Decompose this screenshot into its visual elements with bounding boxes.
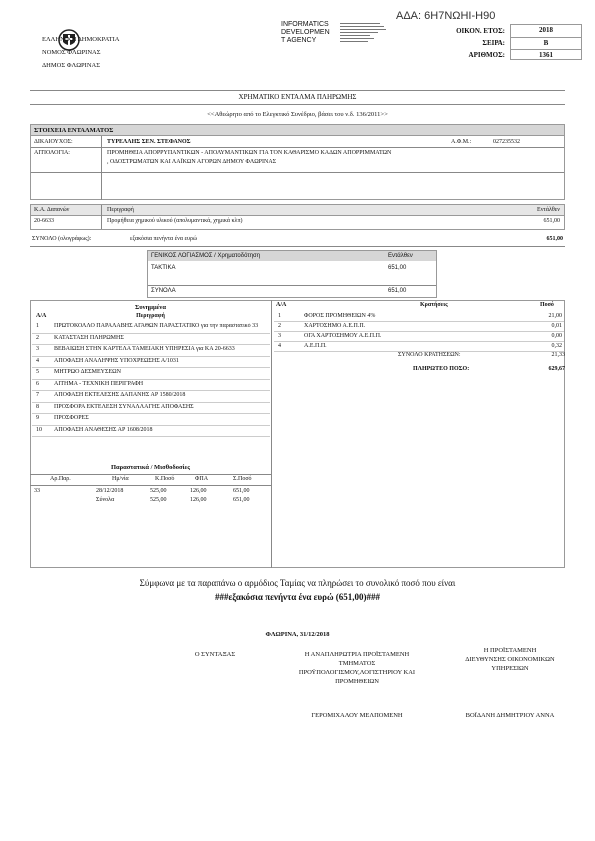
creditor-name: ΤΥΡΕΛΛΗΣ ΣΕΝ. ΣΤΕΦΑΝΟΣ <box>107 139 191 145</box>
payable-amount: 629,67 <box>548 366 565 372</box>
attachment-row <box>32 322 270 334</box>
attachment-index: 4 <box>36 357 39 364</box>
deduction-index: 2 <box>278 323 281 329</box>
agency-stamp-smallprint <box>340 21 390 44</box>
deduction-desc: ΦΟΡΟΣ ΠΡΟΜΗΘΕΙΩΝ 4% <box>304 313 376 319</box>
attachments-title: Συνημμένα <box>135 304 166 311</box>
attachment-row <box>32 414 270 426</box>
attachment-desc: ΜΗΤΡΩΟ ΔΕΣΜΕΥΣΕΩΝ <box>54 369 121 375</box>
afm-value: 027235532 <box>493 139 520 145</box>
attachment-desc: ΑΠΟΦΑΣΗ ΕΚΤΕΛΕΣΗΣ ΔΑΠΑΝΗΣ ΑΡ 1580/2018 <box>54 392 186 398</box>
creditor-label: ΔΙΚΑΙΟΥΧΟΣ: <box>34 139 73 145</box>
deduction-amount: 0,00 <box>551 333 562 339</box>
attachment-index: 3 <box>36 346 39 352</box>
vouchers-title: Παραστατικά / Μισθοδοσίες <box>110 464 191 471</box>
attachment-index: 2 <box>36 334 39 341</box>
signature-composer: Ο ΣΥΝΤΑΞΑΣ <box>194 651 236 658</box>
ledger-table: ΓΕΝΙΚΟΣ ΛΟΓΙΑΣΜΟΣ / Χρηματοδότηση Εντάλθεν ΤΑΚΤΙΚΑ 651,00 ΣΥΝΟΛΑ 651,00 <box>147 250 437 298</box>
meta-values <box>510 24 582 60</box>
conclusion-text: Σύμφωνα με τα παραπάνω ο αρμόδιος Ταμίας να πληρώσει το συνολικό ποσό που είναι <box>139 578 456 588</box>
deductions-total: 21,33 <box>551 352 565 358</box>
deduction-index: 4 <box>278 343 281 349</box>
meta-year: 2018 <box>511 25 581 38</box>
total-words: εξακόσια πενήντα ένα ευρώ <box>130 236 197 242</box>
attachments-list <box>32 322 270 437</box>
org-line-2: ΝΟΜΟΣ ΦΛΩΡΙΝΑΣ <box>42 49 101 56</box>
attachment-row <box>32 357 270 369</box>
page-title: ΧΡΗΜΑΤΙΚΟ ΕΝΤΑΛΜΑ ΠΛΗΡΩΜΗΣ <box>238 93 357 101</box>
place-date: ΦΛΩΡΙΝΑ, 31/12/2018 <box>265 631 330 638</box>
meta-labels: ΟΙΚΟΝ. ΕΤΟΣ: ΣΕΙΡΑ: ΑΡΙΘΜΟΣ: <box>456 27 505 59</box>
attachment-row <box>32 368 270 380</box>
ada-code: ΑΔΑ: 6Η7ΝΩΗΙ-Η90 <box>396 10 496 22</box>
attachment-desc: ΑΙΤΗΜΑ - ΤΕΧΝΙΚΗ ΠΕΡΙΓΡΑΦΗ <box>54 380 144 387</box>
expense-amount: 651,00 <box>543 218 560 224</box>
total-label: ΣΥΝΟΛΟ (ολογράφως): <box>32 236 92 242</box>
deduction-index: 3 <box>278 333 281 339</box>
org-block <box>42 33 119 72</box>
signature-name-3: ΒΟΪΔΑΝΗ ΔΗΜΗΤΡΙΟΥ ΑΝΝΑ <box>465 712 555 719</box>
section-header: ΣΤΟΙΧΕΙΑ ΕΝΤΑΛΜΑΤΟΣ <box>30 124 565 136</box>
attachment-row <box>32 426 270 438</box>
attachment-row <box>32 345 270 357</box>
attachment-index: 6 <box>36 380 39 387</box>
attachment-desc: ΚΑΤΑΣΤΑΣΗ ΠΛΗΡΩΜΗΣ <box>54 334 124 341</box>
attachment-index: 5 <box>36 369 39 375</box>
deduction-desc: Α.Ε.Π.Π. <box>304 343 327 349</box>
attachment-index: 9 <box>36 415 39 421</box>
deduction-row <box>274 342 564 352</box>
conclusion-amount: ###εξακόσια πενήντα ένα ευρώ (651,00)### <box>214 592 381 602</box>
org-line-1: ΕΛΛΗΝΙΚΗ ΔΗΜΟΚΡΑΤΙΑ <box>42 36 120 43</box>
deduction-desc: ΟΓΑ ΧΑΡΤΟΣΗΜΟΥ Α.Ε.Π.Π. <box>304 333 382 339</box>
deduction-amount: 0,01 <box>551 323 562 329</box>
deduction-row <box>274 312 564 322</box>
deduction-row <box>274 332 564 342</box>
page-subtitle: <<Αθεώρητο από το Ελεγκτικό Συνέδριο, βάσει του ν.δ. 136/2011>> <box>207 111 388 118</box>
signature-name-2: ΓΕΡΟΜΙΧΑΛΟΥ ΜΕΛΠΟΜΕΝΗ <box>311 712 403 719</box>
meta-series: Β <box>511 38 581 50</box>
afm-label: Α.Φ.Μ.: <box>451 139 472 145</box>
signature-deputy-head: Η ΑΝΑΠΛΗΡΩΤΡΙΑ ΠΡΟΪΣΤΑΜΕΝΗ ΤΜΗΜΑΤΟΣ ΠΡΟΫΠΟΛΟΓΙΣΜΟΥ,ΛΟΓΙΣΤΗΡΙΟΥ ΚΑΙ ΠΡΟΜΗΘΕΙΩΝ <box>298 651 416 685</box>
expense-code: 20-6633 <box>34 218 54 224</box>
expense-table: Κ.Α. Δαπανών Περιγραφή Εντάλθεν 20-6633 Προμήθεια χημικού υλικού (απολυμαντικά, χημικά κλπ) 651,00 <box>30 204 565 230</box>
attachment-desc: ΠΡΟΣΦΟΡΑ ΕΚΤΕΛΕΣΗ ΣΥΝΑΛΛΑΓΗΣ ΑΠΟΦΑΣΗΣ <box>54 403 194 410</box>
attachment-desc: ΑΠΟΦΑΣΗ ΑΝΑΘΕΣΗΣ ΑΡ 1608/2018 <box>54 426 153 433</box>
attachment-row <box>32 380 270 392</box>
meta-number: 1361 <box>539 51 553 59</box>
creditor-block <box>30 136 565 200</box>
payable-label: ΠΛΗΡΩΤΕΟ ΠΟΣΟ: <box>413 366 470 372</box>
deduction-desc: ΧΑΡΤΟΣΗΜΟ Α.Ε.Π.Π. <box>304 323 366 329</box>
attachment-row <box>32 403 270 415</box>
attachment-row <box>32 391 270 403</box>
attachment-desc: ΑΠΟΦΑΣΗ ΑΝΑΛΗΨΗΣ ΥΠΟΧΡΕΩΣΗΣ Α/1031 <box>54 357 179 364</box>
attachment-index: 7 <box>36 392 39 398</box>
attachment-index: 8 <box>36 403 39 410</box>
signature-director: Η ΠΡΟΪΣΤΑΜΕΝΗ ΔΙΕΥΘΥΝΣΗΣ ΟΙΚΟΝΟΜΙΚΩΝ ΥΠΗΡΕΣΙΩΝ <box>465 647 555 672</box>
attachment-desc: ΒΕΒΑΙΩΣΗ ΣΤΗΝ ΚΑΡΤΕΛΑ ΤΑΜΕΙΑΚΗ ΥΠΗΡΕΣΙΑ για ΚΑ 20-6633 <box>54 346 235 352</box>
deduction-amount: 0,32 <box>551 343 562 349</box>
attachment-row <box>32 334 270 346</box>
reason-line-2: , ΟΔΟΣΤΡΩΜΑΤΩΝ ΚΑΙ ΛΑΪΚΩΝ ΑΓΟΡΩΝ ΔΗΜΟΥ ΦΛΩΡΙΝΑΣ <box>107 159 277 165</box>
attachment-index: 10 <box>36 426 42 433</box>
attachment-desc: ΠΡΟΣΦΟΡΕΣ <box>54 415 89 421</box>
deductions-total-label: ΣΥΝΟΛΟ ΚΡΑΤΗΣΕΩΝ: <box>398 352 461 358</box>
reason-line-1: ΠΡΟΜΗΘΕΙΑ ΑΠΟΡΡΥΠΑΝΤΙΚΩΝ - ΑΠΟΛΥΜΑΝΤΙΚΩΝ ΓΙΑ ΤΟΝ ΚΑΘΑΡΙΣΜΟ ΚΑΔΩΝ ΑΠΟΡΡΙΜΜΑΤΩΝ <box>107 150 392 156</box>
agency-stamp: INFORMATICS DEVELOPMEN T AGENCY <box>281 21 330 44</box>
org-line-3: ΔΗΜΟΣ ΦΛΩΡΙΝΑΣ <box>42 62 101 69</box>
deduction-amount: 21,00 <box>548 313 562 319</box>
deduction-index: 1 <box>278 313 281 319</box>
attachment-index: 1 <box>36 323 39 329</box>
expense-desc: Προμήθεια χημικού υλικού (απολυμαντικά, χημικά κλπ) <box>107 218 243 224</box>
total-value: 651,00 <box>546 236 563 242</box>
deductions-list <box>274 312 574 352</box>
attachment-desc: ΠΡΩΤΟΚΟΛΛΟ ΠΑΡΑΛΑΒΗΣ ΑΓΑΘΩΝ ΠΑΡΑΣΤΑΤΙΚΟ για την παραστατικό 33 <box>54 323 259 329</box>
deduction-row <box>274 322 564 332</box>
reason-label: ΑΙΤΙΟΛΟΓΙΑ: <box>34 150 70 156</box>
